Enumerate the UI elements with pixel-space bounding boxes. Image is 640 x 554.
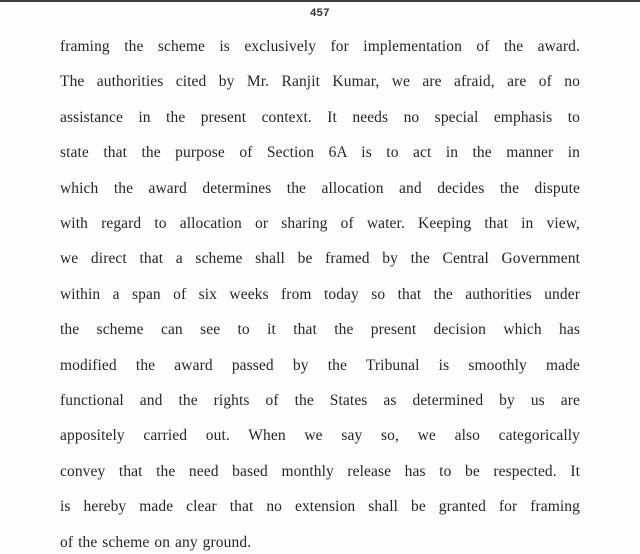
text-line: with regard to allocation or sharing of water. Keeping that in view,: [60, 215, 580, 233]
text-line: framing the scheme is exclusively for implementation of the award.: [60, 38, 580, 55]
text-line: which the award determines the allocation and decides the dispute: [60, 179, 580, 197]
text-line: assistance in the present context. It needs no special emphasis to: [60, 108, 580, 126]
text-line: within a span of six weeks from today so that the authorities under: [60, 285, 580, 303]
page-number: 457: [310, 7, 330, 19]
paragraph: [60, 29, 580, 554]
text-line: modified the award passed by the Tribunal is smoothly made: [60, 356, 580, 374]
text-line: convey that the need based monthly release has to be respected. It: [60, 462, 580, 480]
text-line: appositely carried out. When we say so, we also categorically: [60, 427, 580, 445]
text-line: the scheme can see to it that the present decision which has: [60, 321, 580, 339]
text-line: state that the purpose of Section 6A is to act in the manner in: [60, 144, 580, 162]
text-line: of the scheme on any ground.: [60, 533, 252, 551]
text-line: functional and the rights of the States as determined by us are: [60, 392, 580, 410]
text-line: is hereby made clear that no extension shall be granted for framing: [60, 498, 580, 516]
text-line: we direct that a scheme shall be framed by the Central Government: [60, 250, 580, 268]
text-line: The authorities cited by Mr. Ranjit Kumar, we are afraid, are of no: [60, 73, 580, 91]
